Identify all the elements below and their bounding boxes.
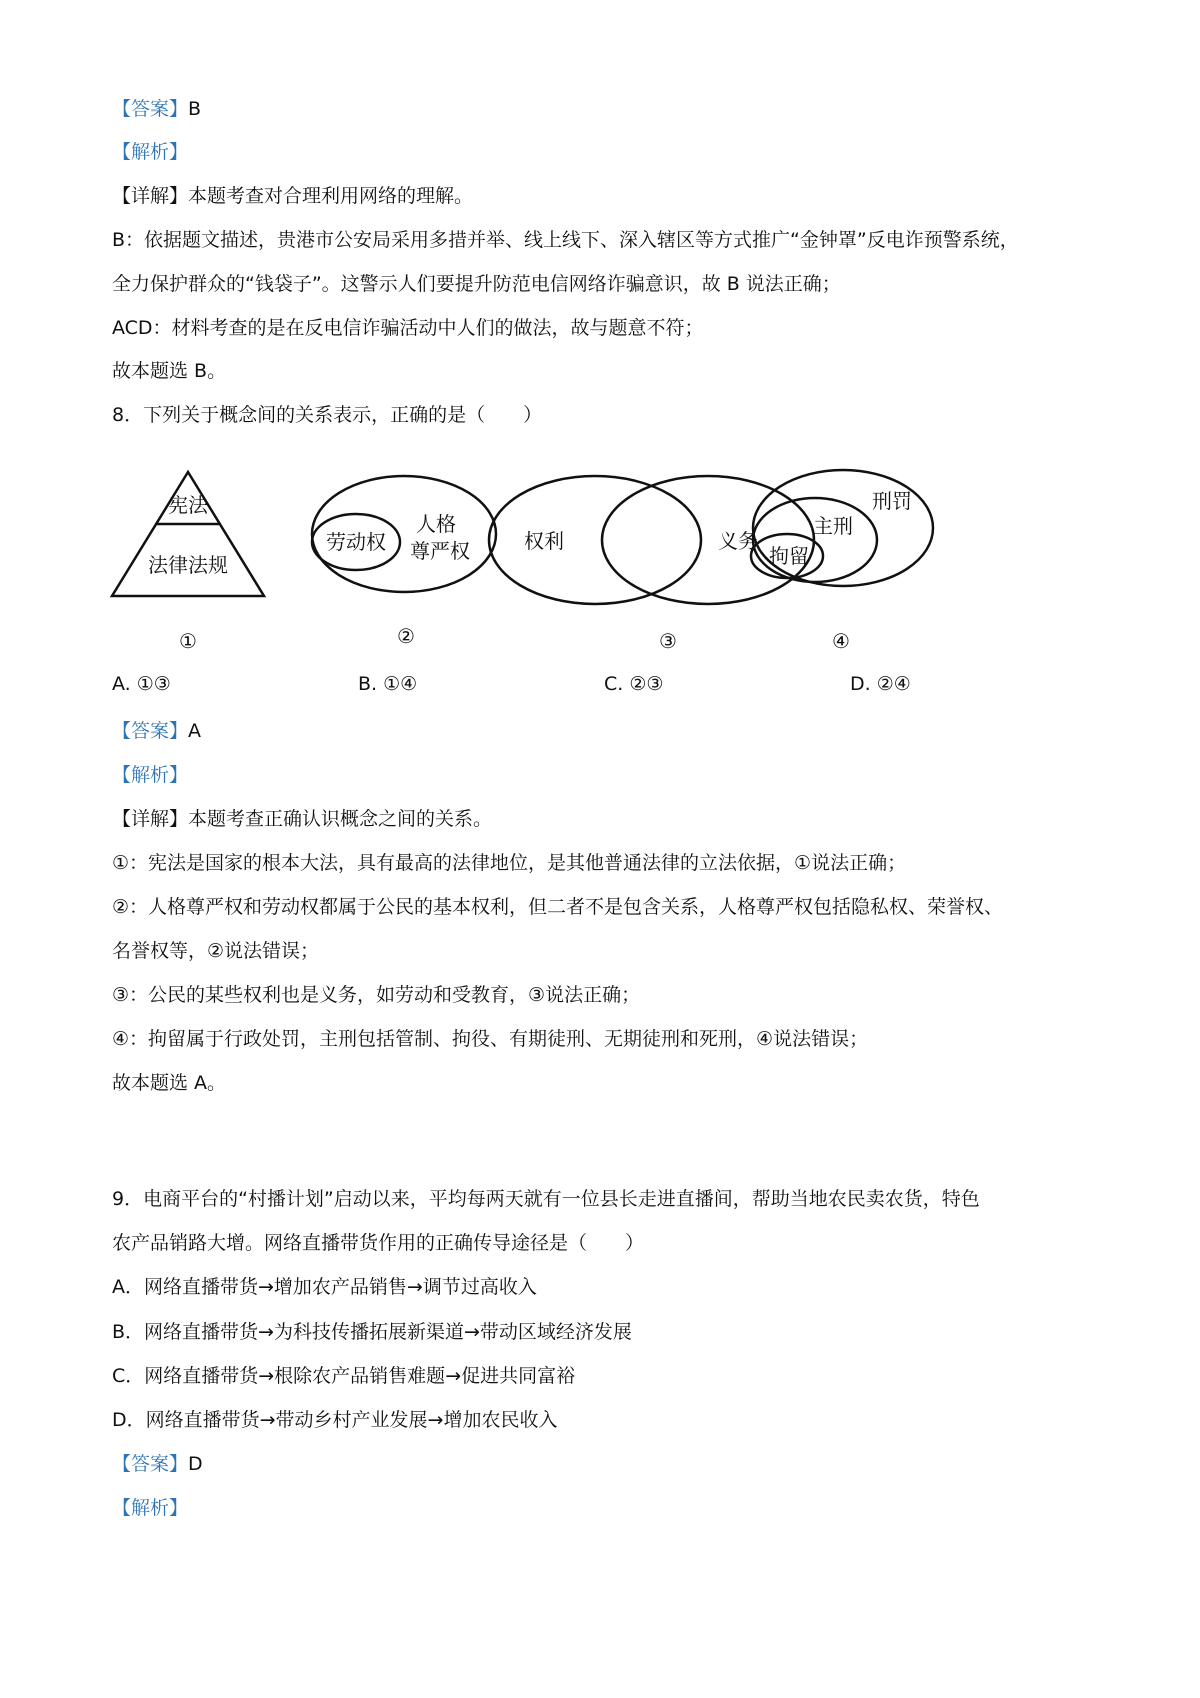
- q8-explain-3: ③：公民的某些权利也是义务，如劳动和受教育，③说法正确；: [112, 984, 641, 1006]
- answer-tag: 【答案】: [112, 98, 189, 120]
- figure-4-middle-label: 主刑: [813, 514, 853, 538]
- q7-answer-line: [112, 95, 201, 123]
- q7-conclusion: 故本题选 B。: [112, 360, 227, 382]
- figure-2-ellipses: [312, 476, 496, 648]
- q8-option-a: A. ①③: [112, 673, 171, 695]
- q8-conclusion: 故本题选 A。: [112, 1072, 227, 1094]
- figure-3-number: ③: [659, 629, 677, 653]
- detail-text: 本题考查正确认识概念之间的关系。: [188, 808, 493, 830]
- detail-text: 本题考查对合理利用网络的理解。: [188, 185, 474, 207]
- q7-analysis-line: [112, 138, 188, 166]
- figure-3-left-label: 权利: [524, 529, 564, 553]
- figure-4-ellipses: [751, 470, 933, 653]
- q9-option-c: C．网络直播带货→根除农产品销售难题→促进共同富裕: [112, 1365, 576, 1387]
- analysis-tag: 【解析】: [112, 764, 189, 786]
- analysis-tag: 【解析】: [112, 141, 189, 163]
- q9-option-a: A．网络直播带货→增加农产品销售→调节过高收入: [112, 1276, 537, 1298]
- q8-stem: 8．下列关于概念间的关系表示，正确的是（ ）: [112, 404, 543, 426]
- q7-explain-acd: ACD：材料考查的是在反电信诈骗活动中人们的做法，故与题意不符；: [112, 317, 704, 339]
- q7-explain-b2: 全力保护群众的“钱袋子”。这警示人们要提升防范电信网络诈骗意识，故 B 说法正确；: [112, 273, 841, 295]
- answer-tag: 【答案】: [112, 720, 189, 742]
- q8-explain-2a: ②：人格尊严权和劳动权都属于公民的基本权利，但二者不是包含关系，人格尊严权包括隐私权、荣誉权、: [112, 896, 1004, 918]
- figure-1-triangle: [112, 472, 264, 653]
- figure-2-outer-label-2: 尊严权: [410, 539, 470, 563]
- q9-stem-2: 农产品销路大增。网络直播带货作用的正确传导途径是（ ）: [112, 1232, 645, 1254]
- figure-4-number: ④: [832, 629, 850, 653]
- figure-1-number: ①: [179, 629, 197, 653]
- figure-3-right-label: 义务: [718, 529, 758, 553]
- q8-explain-4: ④：拘留属于行政处罚，主刑包括管制、拘役、有期徒刑、无期徒刑和死刑，④说法错误；: [112, 1028, 869, 1050]
- figure-2-inner-label: 劳动权: [326, 530, 386, 554]
- q7-detail-line: [112, 182, 473, 210]
- q9-stem-1: 9．电商平台的“村播计划”启动以来，平均每两天就有一位县长走进直播间，帮助当地农民卖农货，特色: [112, 1188, 980, 1210]
- figure-4-outer-label: 刑罚: [872, 489, 912, 513]
- answer-value: D: [188, 1453, 203, 1475]
- q8-option-c: C. ②③: [604, 673, 664, 695]
- q8-explain-1: ①：宪法是国家的根本大法，具有最高的法律地位，是其他普通法律的立法依据，①说法正确；: [112, 852, 907, 874]
- detail-tag: 【详解】: [112, 185, 189, 207]
- figure-4-inner-label: 拘留: [769, 544, 809, 568]
- figure-1-bottom-label: 法律法规: [148, 553, 228, 577]
- concept-diagrams: [108, 468, 1008, 658]
- q8-explain-2b: 名誉权等，②说法错误；: [112, 940, 320, 962]
- q8-analysis-line: [112, 761, 188, 789]
- q9-answer-line: [112, 1450, 203, 1478]
- answer-value: A: [188, 720, 202, 742]
- analysis-tag: 【解析】: [112, 1497, 189, 1519]
- figure-1-top-label: 宪法: [168, 493, 208, 517]
- q9-option-b: B．网络直播带货→为科技传播拓展新渠道→带动区域经济发展: [112, 1321, 632, 1343]
- answer-value: B: [188, 98, 202, 120]
- q8-answer-line: [112, 717, 201, 745]
- q9-analysis-line: [112, 1494, 188, 1522]
- q9-option-d: D．网络直播带货→带动乡村产业发展→增加农民收入: [112, 1409, 558, 1431]
- q8-option-d: D. ②④: [850, 673, 911, 695]
- q8-detail-line: [112, 805, 492, 833]
- figure-2-number: ②: [397, 624, 415, 648]
- answer-tag: 【答案】: [112, 1453, 189, 1475]
- q7-explain-b1: B：依据题文描述，贵港市公安局采用多措并举、线上线下、深入辖区等方式推广“金钟罩”反电诈预警系统，: [112, 229, 1019, 251]
- detail-tag: 【详解】: [112, 808, 189, 830]
- q8-option-b: B. ①④: [358, 673, 418, 695]
- figure-2-outer-label-1: 人格: [416, 512, 456, 536]
